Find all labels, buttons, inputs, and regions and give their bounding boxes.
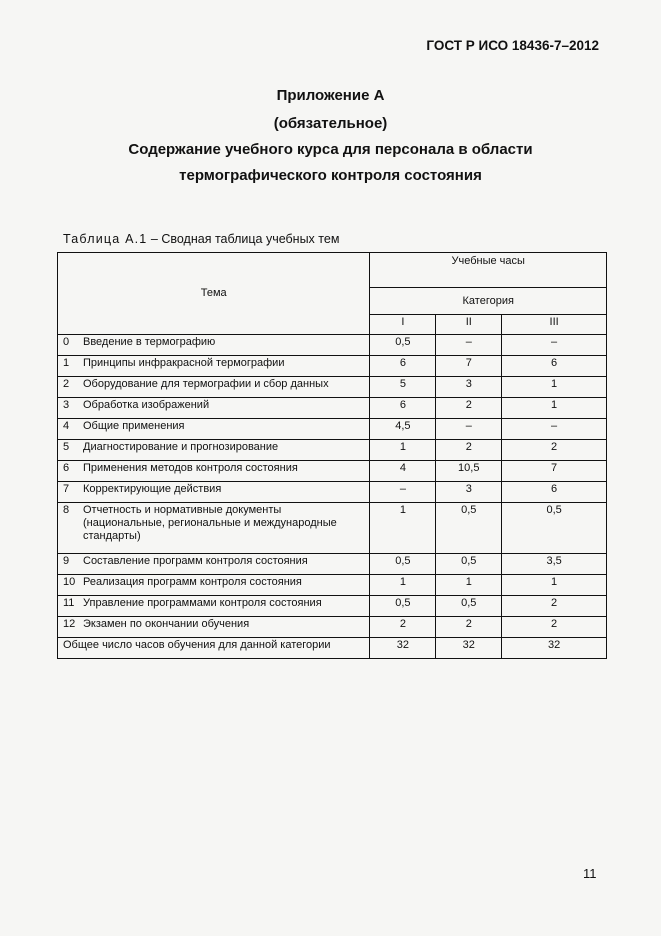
hours-cell: 2 [502, 440, 607, 461]
table-row [58, 356, 607, 377]
annex-heading-line2: термографического контроля состояния [179, 167, 482, 184]
hours-cell: – [436, 419, 502, 440]
hours-cell: 1 [502, 398, 607, 419]
topic-number: 8 [63, 504, 70, 516]
table-row [58, 440, 607, 461]
page-number: 11 [583, 866, 597, 881]
hours-cell: 1 [370, 503, 436, 554]
hours-cell: 0,5 [370, 596, 436, 617]
annex-heading-line1: Содержание учебного курса для персонала в области [128, 141, 533, 158]
table-row [58, 335, 607, 356]
hours-cell: 7 [436, 356, 502, 377]
hours-cell: 6 [370, 356, 436, 377]
topic-title: Обработка изображений [83, 399, 210, 411]
annex-title: Приложение А [276, 87, 385, 104]
hours-cell: 1 [436, 575, 502, 596]
topic-title: Управление программами контроля состояния [83, 597, 322, 609]
hours-cell: 5 [370, 377, 436, 398]
topic-number: 6 [63, 462, 70, 474]
total-row [58, 638, 607, 659]
topic-number: 12 [63, 618, 76, 630]
total-label: Общее число часов обучения для данной категории [58, 638, 370, 659]
hours-cell: 2 [436, 440, 502, 461]
hours-cell: 3 [436, 377, 502, 398]
table-row [58, 461, 607, 482]
topic-number: 10 [63, 576, 76, 588]
hours-cell: – [436, 335, 502, 356]
topics-table [57, 252, 607, 659]
topic-number: 7 [63, 483, 70, 495]
topic-title: Введение в термографию [83, 336, 216, 348]
topic-number: 1 [63, 357, 70, 369]
hours-cell: – [502, 335, 607, 356]
table-row [58, 398, 607, 419]
topic-cell [58, 596, 370, 617]
topic-cell [58, 482, 370, 503]
hours-cell: 6 [370, 398, 436, 419]
table-row [58, 482, 607, 503]
topic-title: Общие применения [83, 420, 185, 432]
topic-title: Принципы инфракрасной термографии [83, 357, 285, 369]
hours-cell: 2 [436, 617, 502, 638]
topic-title: Реализация программ контроля состояния [83, 576, 302, 588]
topic-cell [58, 377, 370, 398]
table-row [58, 554, 607, 575]
topic-number: 4 [63, 420, 70, 432]
hours-cell: 0,5 [436, 596, 502, 617]
table-header-row [58, 253, 607, 288]
topic-cell [58, 335, 370, 356]
category-header: II [436, 315, 502, 335]
hours-cell: 0,5 [436, 554, 502, 575]
hours-cell: 7 [502, 461, 607, 482]
topic-number: 5 [63, 441, 70, 453]
standard-code: ГОСТ Р ИСО 18436-7–2012 [426, 38, 599, 53]
topic-title: Экзамен по окончании обучения [83, 618, 250, 630]
hours-cell: 0,5 [370, 554, 436, 575]
hours-cell: 2 [436, 398, 502, 419]
hours-cell: 1 [502, 575, 607, 596]
table-row [58, 377, 607, 398]
topic-cell [58, 419, 370, 440]
topic-cell [58, 440, 370, 461]
hours-cell: 10,5 [436, 461, 502, 482]
table-row [58, 617, 607, 638]
topic-cell [58, 398, 370, 419]
hours-cell: 0,5 [436, 503, 502, 554]
topic-number: 9 [63, 555, 70, 567]
annex-status: (обязательное) [273, 115, 388, 132]
hours-cell: – [370, 482, 436, 503]
total-hours-cell: 32 [502, 638, 607, 659]
topic-title: Отчетность и нормативные документы (национальные, региональные и международные стандарты) [83, 504, 337, 542]
topic-cell [58, 356, 370, 377]
topic-cell [58, 554, 370, 575]
hours-cell: 1 [502, 377, 607, 398]
topic-cell [58, 575, 370, 596]
table-row [58, 419, 607, 440]
col-hours-header: Учебные часы [370, 253, 607, 288]
hours-cell: 6 [502, 356, 607, 377]
table-row [58, 575, 607, 596]
topic-number: 11 [63, 597, 75, 609]
hours-cell: 3 [436, 482, 502, 503]
total-hours-cell: 32 [436, 638, 502, 659]
hours-cell: 0,5 [502, 503, 607, 554]
topic-number: 3 [63, 399, 70, 411]
table-row [58, 596, 607, 617]
topic-title: Применения методов контроля состояния [83, 462, 298, 474]
hours-cell: 3,5 [502, 554, 607, 575]
table-caption-text: – Сводная таблица учебных тем [147, 232, 340, 246]
topic-title: Составление программ контроля состояния [83, 555, 308, 567]
total-hours-cell: 32 [370, 638, 436, 659]
hours-cell: 1 [370, 575, 436, 596]
topic-cell [58, 503, 370, 554]
hours-cell: 4 [370, 461, 436, 482]
table-caption-prefix: Таблица А.1 [63, 232, 148, 246]
table-caption [63, 232, 339, 246]
hours-cell: 2 [370, 617, 436, 638]
hours-cell: 1 [370, 440, 436, 461]
category-header: III [502, 315, 607, 335]
hours-cell: 2 [502, 596, 607, 617]
topic-cell [58, 617, 370, 638]
hours-cell: 2 [502, 617, 607, 638]
table-row [58, 503, 607, 554]
topic-title: Оборудование для термографии и сбор данных [83, 378, 329, 390]
topic-cell [58, 461, 370, 482]
topic-number: 0 [63, 336, 70, 348]
hours-cell: – [502, 419, 607, 440]
topic-number: 2 [63, 378, 70, 390]
topic-title: Диагностирование и прогнозирование [83, 441, 279, 453]
hours-cell: 4,5 [370, 419, 436, 440]
hours-cell: 0,5 [370, 335, 436, 356]
col-category-header: Категория [370, 288, 607, 315]
hours-cell: 6 [502, 482, 607, 503]
col-topic-header: Тема [58, 253, 370, 335]
category-header: I [370, 315, 436, 335]
topic-title: Корректирующие действия [83, 483, 222, 495]
